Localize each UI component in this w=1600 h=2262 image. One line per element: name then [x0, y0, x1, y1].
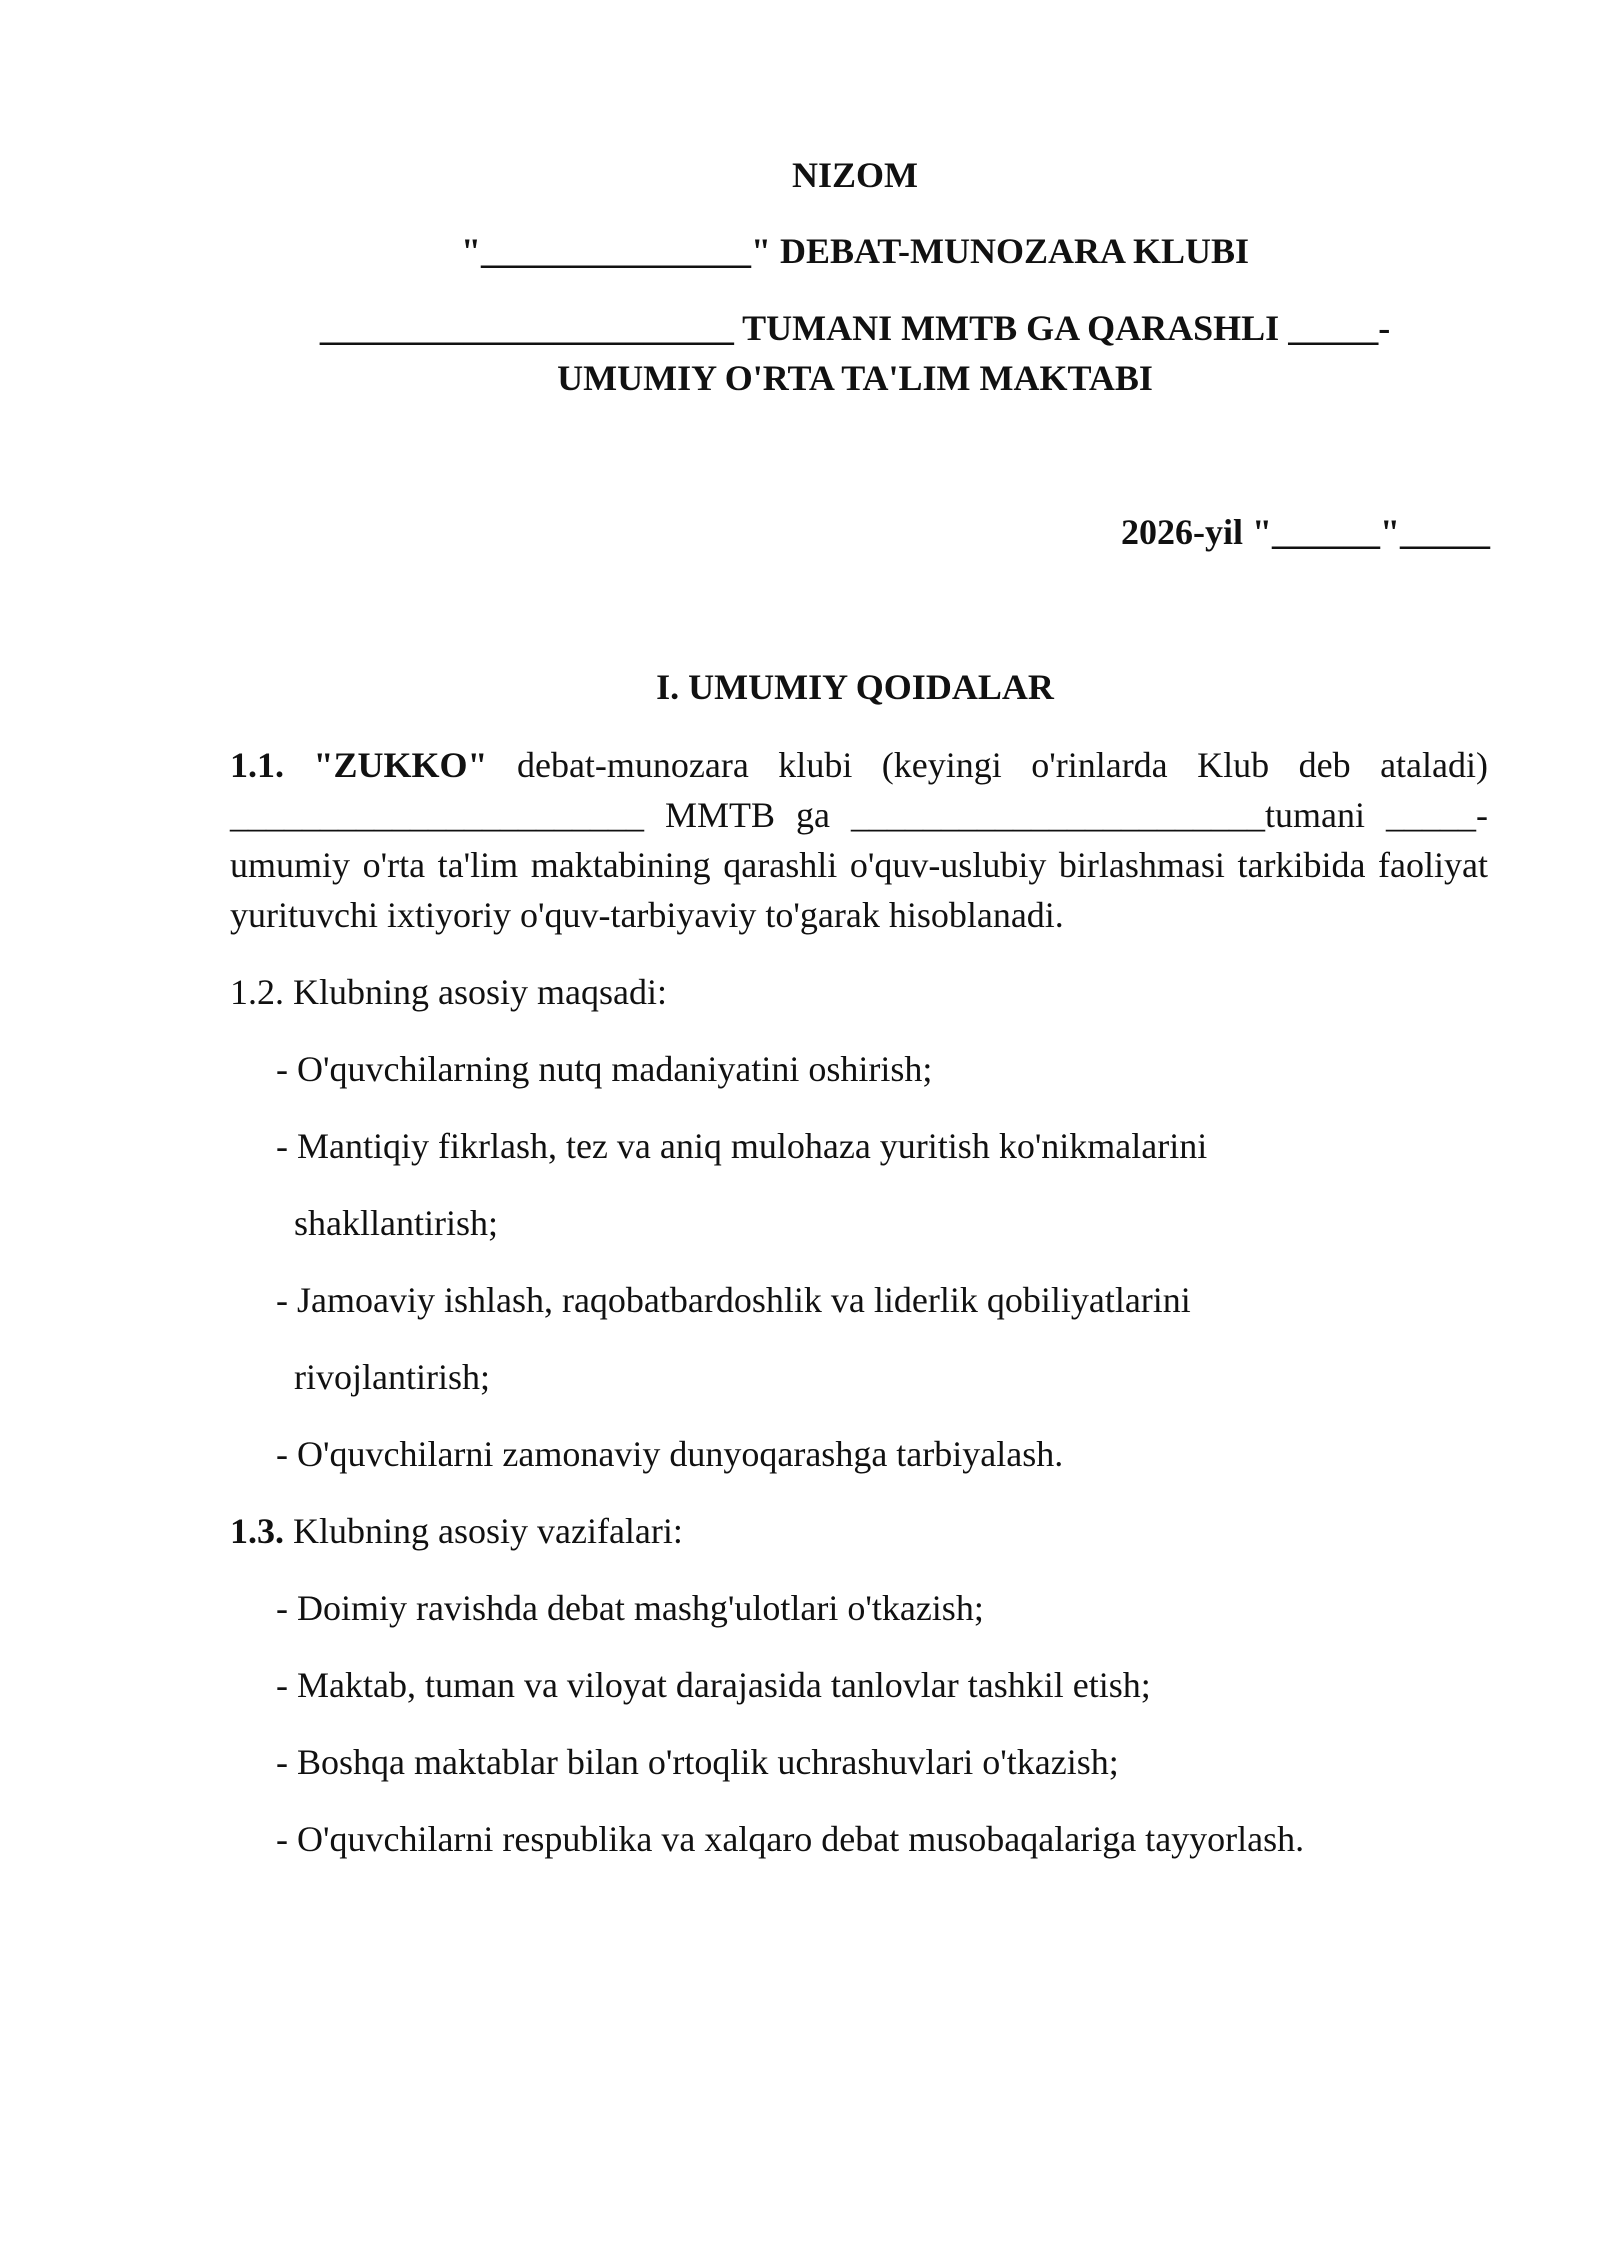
document-title: NIZOM [792, 155, 918, 195]
paragraph-number: 1.1. [230, 745, 284, 785]
paragraph-text: debat-munozara klubi (keyingi o'rinlarda Klub deb ataladi) _______________________ MMTB ga _______________________tumani _____- umumiy o'rta ta'lim maktabining qarashli o'quv-uslubiy birlashmasi tarkibida faoliyat yurituvchi ixtiyoriy o'quv-tarbiyaviy to'garak hisoblanadi. [230, 745, 1488, 935]
list-item: - Maktab, tuman va viloyat darajasida tanlovlar tashkil etish; [276, 1665, 1151, 1705]
section-heading: I. UMUMIY QOIDALAR [656, 667, 1054, 707]
list-item: - O'quvchilarni respublika va xalqaro debat musobaqalariga tayyorlash. [276, 1819, 1305, 1859]
goals-heading: 1.2. Klubning asosiy maqsadi: [230, 972, 667, 1012]
paragraph-number: 1.3. [230, 1511, 284, 1551]
club-name-line: "_______________" DEBAT-MUNOZARA KLUBI [460, 231, 1250, 271]
club-name: "ZUKKO" [313, 745, 488, 785]
paragraph-1-1 [230, 740, 1488, 940]
list-item-continuation: shakllantirish; [294, 1203, 498, 1243]
school-line: UMUMIY O'RTA TA'LIM MAKTABI [557, 358, 1153, 398]
district-line: _______________________ TUMANI MMTB GA QARASHLI _____- [319, 308, 1391, 348]
list-item: - O'quvchilarni zamonaviy dunyoqarashga tarbiyalash. [276, 1434, 1064, 1474]
list-item: - Doimiy ravishda debat mashg'ulotlari o'tkazish; [276, 1588, 984, 1628]
list-item: - Boshqa maktablar bilan o'rtoqlik uchrashuvlari o'tkazish; [276, 1742, 1119, 1782]
date-line: 2026-yil "______"_____ [1121, 512, 1490, 552]
list-item: - Mantiqiy fikrlash, tez va aniq mulohaza yuritish ko'nikmalarini [276, 1126, 1208, 1166]
list-item: - Jamoaviy ishlash, raqobatbardoshlik va liderlik qobiliyatlarini [276, 1280, 1191, 1320]
tasks-heading [230, 1506, 683, 1556]
list-item-continuation: rivojlantirish; [294, 1357, 490, 1397]
tasks-heading-text: Klubning asosiy vazifalari: [284, 1511, 683, 1551]
list-item: - O'quvchilarning nutq madaniyatini oshirish; [276, 1049, 933, 1089]
